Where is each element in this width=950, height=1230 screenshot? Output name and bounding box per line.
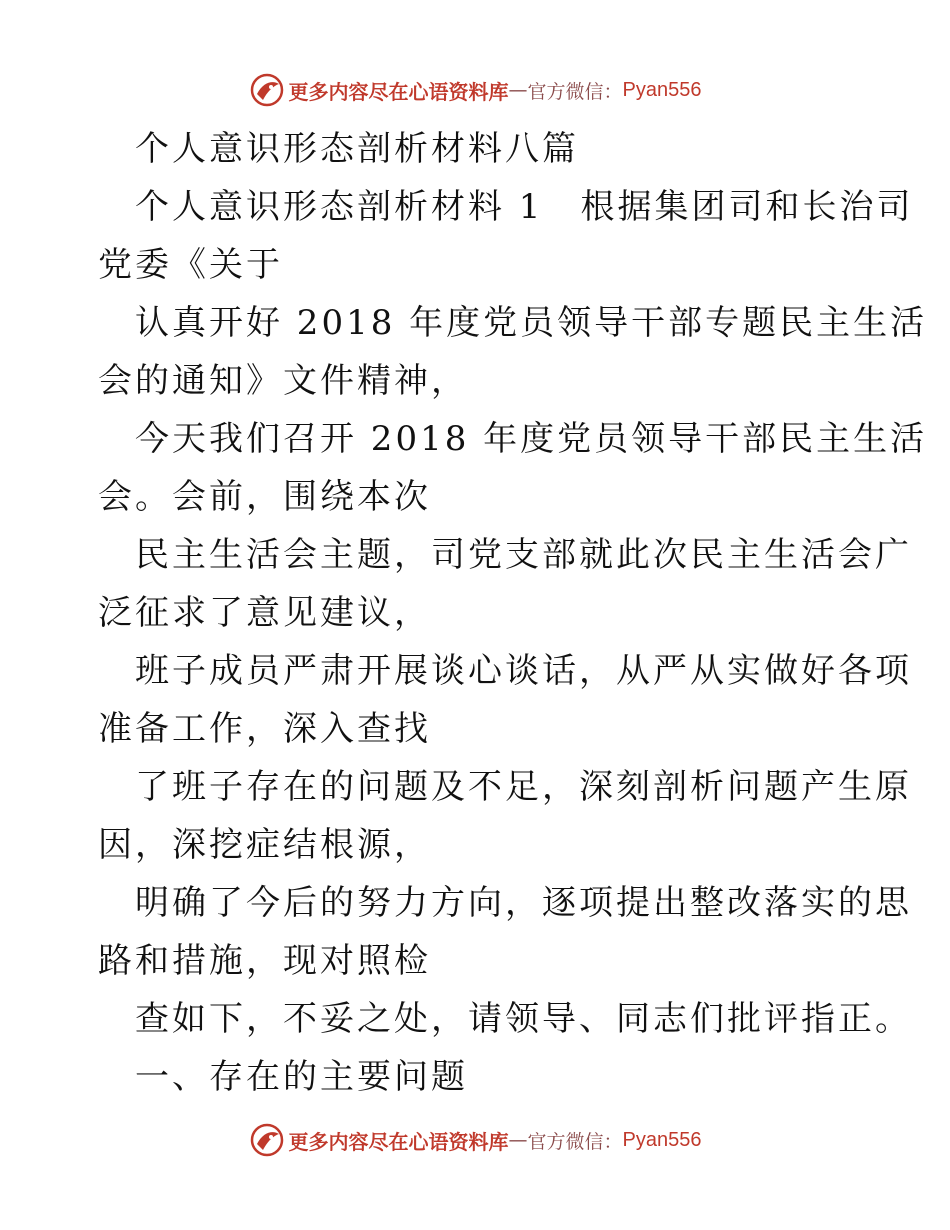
- paragraph-line: 今天我们召开 2018 年度党员领导干部民主生活: [135, 419, 928, 459]
- footer-dash: —: [508, 1129, 528, 1151]
- paragraph-line: 泛征求了意见建议，: [98, 593, 431, 633]
- paragraph-line: 会的通知》文件精神，: [98, 361, 468, 401]
- header-wechat-id: Pyan556: [622, 78, 702, 101]
- header-dash: —: [508, 79, 528, 101]
- paragraph-line: 班子成员严肃开展谈心谈话，从严从实做好各项: [135, 651, 912, 691]
- footer-slogan: 更多内容尽在心语资料库: [288, 1129, 509, 1154]
- paragraph-line: 路和措施，现对照检: [98, 941, 431, 981]
- footer-banner: [0, 1120, 950, 1160]
- paragraph-line: 查如下，不妥之处，请领导、同志们批评指正。: [135, 999, 912, 1039]
- header-slogan: 更多内容尽在心语资料库: [288, 79, 509, 104]
- footer-wechat-id: Pyan556: [622, 1128, 702, 1151]
- document-body: [98, 120, 928, 1106]
- paragraph-line: 准备工作，深入查找: [98, 709, 431, 749]
- section-heading: 一、存在的主要问题: [135, 1057, 468, 1097]
- paragraph-line: 明确了今后的努力方向，逐项提出整改落实的思: [135, 883, 912, 923]
- header-banner: [0, 70, 950, 110]
- pen-nib-logo-icon: [249, 1122, 285, 1158]
- paragraph-line: 了班子存在的问题及不足，深刻剖析问题产生原: [135, 767, 912, 807]
- paragraph-line: 因，深挖症结根源，: [98, 825, 431, 865]
- header-wechat-label: 官方微信：: [527, 80, 623, 103]
- footer-wechat-label: 官方微信：: [527, 1130, 623, 1153]
- paragraph-line: 认真开好 2018 年度党员领导干部专题民主生活: [135, 303, 928, 343]
- paragraph-line: 民主生活会主题，司党支部就此次民主生活会广: [135, 535, 912, 575]
- paragraph-line: 党委《关于: [98, 245, 283, 285]
- paragraph-line: 会。会前，围绕本次: [98, 477, 431, 517]
- document-title: 个人意识形态剖析材料八篇: [135, 129, 579, 169]
- paragraph-line: 个人意识形态剖析材料 1 根据集团司和长治司: [135, 187, 914, 227]
- pen-nib-logo-icon: [249, 72, 285, 108]
